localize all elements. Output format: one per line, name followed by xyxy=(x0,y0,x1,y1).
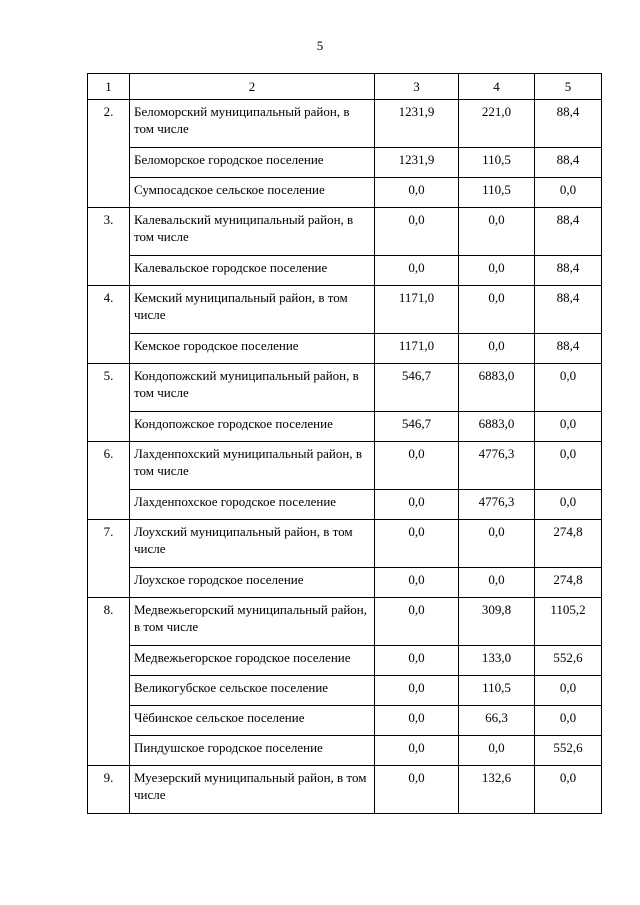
value-col-4: 0,0 xyxy=(459,520,535,568)
data-table xyxy=(87,73,602,814)
entity-name: Калевальское городское поселение xyxy=(130,256,375,286)
value-col-4: 133,0 xyxy=(459,646,535,676)
entity-name: Кемский муниципальный район, в том числе xyxy=(130,286,375,334)
table-row xyxy=(88,442,602,490)
value-col-5: 0,0 xyxy=(535,490,602,520)
entity-name: Лахденпохское городское поселение xyxy=(130,490,375,520)
value-col-3: 1171,0 xyxy=(375,334,459,364)
value-col-3: 0,0 xyxy=(375,208,459,256)
value-col-3: 0,0 xyxy=(375,766,459,814)
entity-name: Кемское городское поселение xyxy=(130,334,375,364)
table-row xyxy=(88,334,602,364)
value-col-3: 1231,9 xyxy=(375,100,459,148)
table-row xyxy=(88,256,602,286)
table-row xyxy=(88,100,602,148)
value-col-5: 88,4 xyxy=(535,334,602,364)
value-col-3: 0,0 xyxy=(375,598,459,646)
value-col-4: 309,8 xyxy=(459,598,535,646)
table-row xyxy=(88,178,602,208)
row-number: 9. xyxy=(88,766,130,814)
table-row xyxy=(88,766,602,814)
value-col-4: 4776,3 xyxy=(459,490,535,520)
value-col-4: 66,3 xyxy=(459,706,535,736)
value-col-4: 110,5 xyxy=(459,676,535,706)
value-col-3: 1231,9 xyxy=(375,148,459,178)
value-col-5: 274,8 xyxy=(535,520,602,568)
entity-name: Медвежьегорское городское поселение xyxy=(130,646,375,676)
table-row xyxy=(88,568,602,598)
value-col-4: 0,0 xyxy=(459,334,535,364)
value-col-5: 0,0 xyxy=(535,766,602,814)
value-col-3: 0,0 xyxy=(375,676,459,706)
row-number: 8. xyxy=(88,598,130,766)
value-col-4: 0,0 xyxy=(459,286,535,334)
value-col-4: 0,0 xyxy=(459,208,535,256)
value-col-3: 546,7 xyxy=(375,412,459,442)
value-col-4: 4776,3 xyxy=(459,442,535,490)
entity-name: Пиндушское городское поселение xyxy=(130,736,375,766)
header-cell: 2 xyxy=(130,74,375,100)
value-col-5: 88,4 xyxy=(535,256,602,286)
table-row xyxy=(88,148,602,178)
header-row xyxy=(88,74,602,100)
row-number: 4. xyxy=(88,286,130,364)
value-col-5: 88,4 xyxy=(535,100,602,148)
entity-name: Лоухское городское поселение xyxy=(130,568,375,598)
value-col-3: 0,0 xyxy=(375,490,459,520)
value-col-3: 0,0 xyxy=(375,568,459,598)
value-col-5: 1105,2 xyxy=(535,598,602,646)
value-col-3: 0,0 xyxy=(375,706,459,736)
value-col-5: 552,6 xyxy=(535,736,602,766)
value-col-5: 0,0 xyxy=(535,364,602,412)
value-col-5: 0,0 xyxy=(535,178,602,208)
entity-name: Муезерский муниципальный район, в том числе xyxy=(130,766,375,814)
value-col-5: 552,6 xyxy=(535,646,602,676)
value-col-3: 0,0 xyxy=(375,646,459,676)
value-col-3: 0,0 xyxy=(375,178,459,208)
value-col-4: 0,0 xyxy=(459,568,535,598)
value-col-3: 1171,0 xyxy=(375,286,459,334)
row-number: 7. xyxy=(88,520,130,598)
table-row xyxy=(88,598,602,646)
value-col-3: 0,0 xyxy=(375,520,459,568)
value-col-4: 0,0 xyxy=(459,256,535,286)
table-row xyxy=(88,490,602,520)
entity-name: Беломорский муниципальный район, в том числе xyxy=(130,100,375,148)
value-col-3: 0,0 xyxy=(375,256,459,286)
entity-name: Лахденпохский муниципальный район, в том числе xyxy=(130,442,375,490)
table-row xyxy=(88,676,602,706)
value-col-4: 221,0 xyxy=(459,100,535,148)
entity-name: Калевальский муниципальный район, в том числе xyxy=(130,208,375,256)
entity-name: Беломорское городское поселение xyxy=(130,148,375,178)
entity-name: Лоухский муниципальный район, в том числе xyxy=(130,520,375,568)
value-col-4: 110,5 xyxy=(459,148,535,178)
table-row xyxy=(88,706,602,736)
value-col-5: 0,0 xyxy=(535,442,602,490)
table-row xyxy=(88,208,602,256)
entity-name: Медвежьегорский муниципальный район, в том числе xyxy=(130,598,375,646)
table-row xyxy=(88,286,602,334)
entity-name: Сумпосадское сельское поселение xyxy=(130,178,375,208)
value-col-5: 0,0 xyxy=(535,412,602,442)
table-row xyxy=(88,412,602,442)
value-col-4: 132,6 xyxy=(459,766,535,814)
value-col-3: 546,7 xyxy=(375,364,459,412)
row-number: 3. xyxy=(88,208,130,286)
header-cell: 4 xyxy=(459,74,535,100)
entity-name: Чёбинское сельское поселение xyxy=(130,706,375,736)
value-col-3: 0,0 xyxy=(375,442,459,490)
table-row xyxy=(88,364,602,412)
value-col-4: 6883,0 xyxy=(459,412,535,442)
value-col-5: 0,0 xyxy=(535,706,602,736)
value-col-4: 110,5 xyxy=(459,178,535,208)
header-cell: 3 xyxy=(375,74,459,100)
entity-name: Кондопожское городское поселение xyxy=(130,412,375,442)
value-col-5: 88,4 xyxy=(535,148,602,178)
value-col-4: 0,0 xyxy=(459,736,535,766)
value-col-3: 0,0 xyxy=(375,736,459,766)
table-row xyxy=(88,736,602,766)
row-number: 6. xyxy=(88,442,130,520)
value-col-5: 88,4 xyxy=(535,208,602,256)
value-col-5: 0,0 xyxy=(535,676,602,706)
row-number: 2. xyxy=(88,100,130,208)
value-col-5: 274,8 xyxy=(535,568,602,598)
entity-name: Кондопожский муниципальный район, в том числе xyxy=(130,364,375,412)
value-col-4: 6883,0 xyxy=(459,364,535,412)
table-row xyxy=(88,646,602,676)
page-number: 5 xyxy=(316,38,324,53)
entity-name: Великогубское сельское поселение xyxy=(130,676,375,706)
row-number: 5. xyxy=(88,364,130,442)
table-row xyxy=(88,520,602,568)
value-col-5: 88,4 xyxy=(535,286,602,334)
header-cell: 1 xyxy=(88,74,130,100)
header-cell: 5 xyxy=(535,74,602,100)
